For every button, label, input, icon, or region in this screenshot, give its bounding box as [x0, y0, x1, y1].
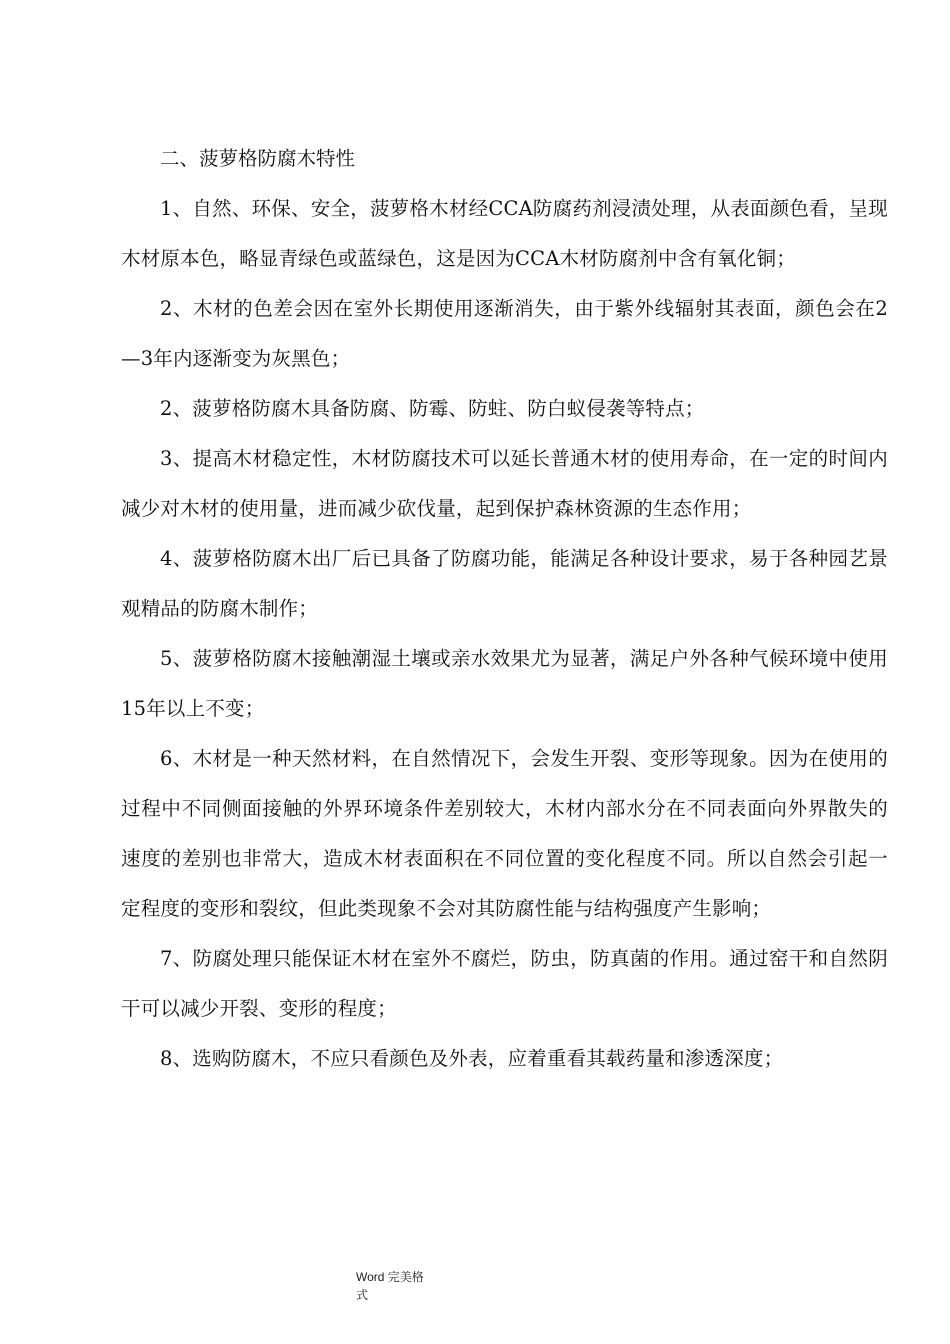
paragraph-3: 2、菠萝格防腐木具备防腐、防霉、防蛀、防白蚁侵袭等特点；: [160, 397, 705, 420]
paragraph-2: 2、木材的色差会因在室外长期使用逐渐消失，由于紫外线辐射其表面，颜色会在2—3年内逐渐变为灰黑色；: [121, 297, 888, 370]
footer-line-2: 式: [356, 1288, 369, 1302]
paragraph-4: 3、提高木材稳定性，木材防腐技术可以延长普通木材的使用寿命，在一定的时间内减少对木材的使用量，进而减少砍伐量，起到保护森林资源的生态作用；: [121, 447, 888, 520]
footer-line-1: Word 完美格: [356, 1270, 424, 1284]
paragraph-6: 5、菠萝格防腐木接触潮湿土壤或亲水效果尤为显著，满足户外各种气候环境中使用15年以上不变；: [121, 647, 888, 720]
paragraph-8: 7、防腐处理只能保证木材在室外不腐烂，防虫，防真菌的作用。通过窑干和自然阴干可以减少开裂、变形的程度；: [121, 947, 888, 1020]
paragraph-1: 1、自然、环保、安全，菠萝格木材经CCA防腐药剂浸渍处理，从表面颜色看，呈现木材原本色，略显青绿色或蓝绿色，这是因为CCA木材防腐剂中含有氧化铜；: [121, 197, 888, 270]
document-body: [121, 134, 888, 1084]
paragraph-9: 8、选购防腐木，不应只看颜色及外表，应着重看其载药量和渗透深度；: [160, 1047, 784, 1070]
section-heading: 二、菠萝格防腐木特性: [160, 147, 356, 170]
page-footer: [356, 1268, 466, 1304]
paragraph-5: 4、菠萝格防腐木出厂后已具备了防腐功能，能满足各种设计要求，易于各种园艺景观精品的防腐木制作；: [121, 547, 888, 620]
paragraph-7: 6、木材是一种天然材料，在自然情况下，会发生开裂、变形等现象。因为在使用的过程中不同侧面接触的外界环境条件差别较大，木材内部水分在不同表面向外界散失的速度的差别也非常大，造成木材表面积在不同位置的变化程度不同。所以自然会引起一定程度的变形和裂纹，但此类现象不会对其防腐性能与结构强度产生影响；: [121, 747, 888, 920]
